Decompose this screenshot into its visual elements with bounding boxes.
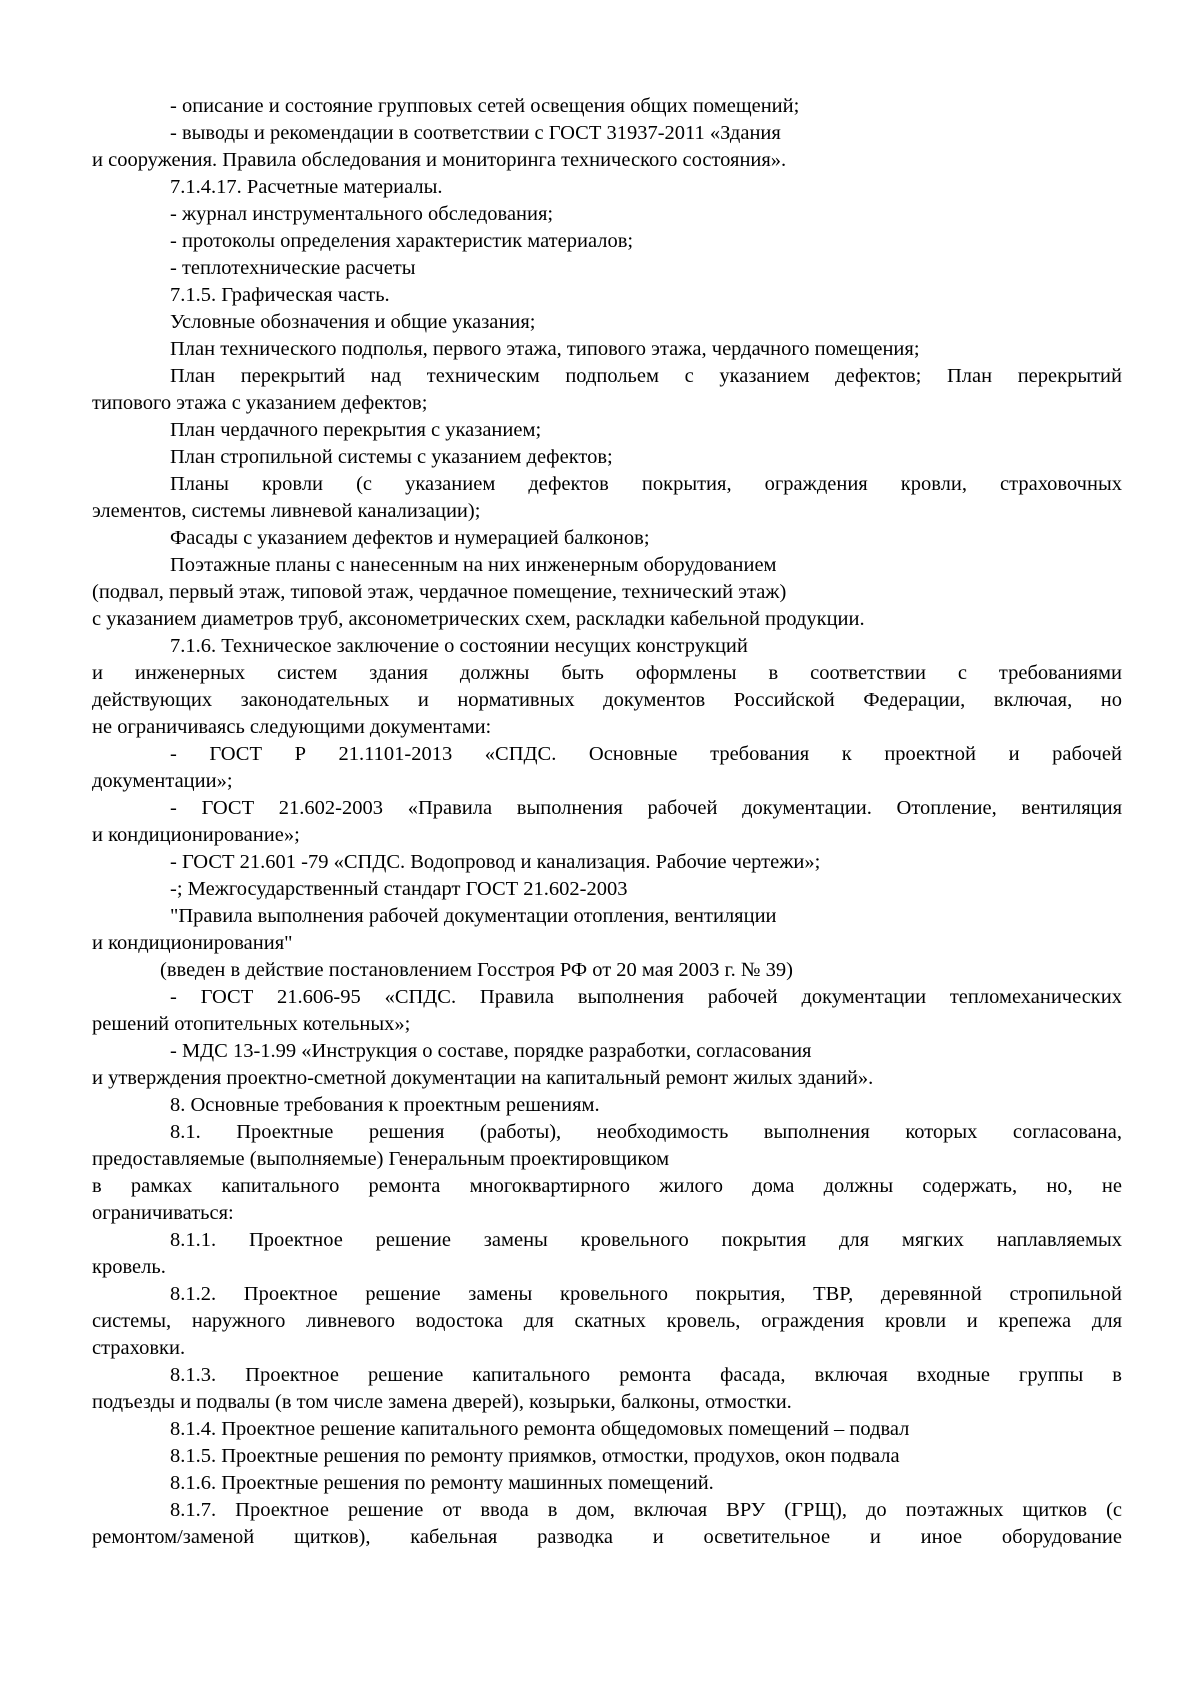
- text-line: - описание и состояние групповых сетей освещения общих помещений;: [170, 95, 800, 117]
- text-line: действующих законодательных и нормативных документов Российской Федерации, включая, но: [92, 689, 1122, 711]
- text-line: - ГОСТ Р 21.1101-2013 «СПДС. Основные требования к проектной и рабочей: [170, 743, 1122, 765]
- text-line: (введен в действие постановлением Госстроя РФ от 20 мая 2003 г. № 39): [160, 959, 793, 981]
- text-line: ремонтом/заменой щитков), кабельная разводка и осветительное и иное оборудование: [92, 1526, 1122, 1548]
- text-line: Условные обозначения и общие указания;: [170, 311, 536, 333]
- text-line: План перекрытий над техническим подпольем с указанием дефектов; План перекрытий: [170, 365, 1122, 387]
- text-line: 8.1.5. Проектные решения по ремонту приямков, отмостки, продухов, окон подвала: [170, 1445, 900, 1467]
- text-line: элементов, системы ливневой канализации);: [92, 500, 481, 522]
- text-line: 8.1.1. Проектное решение замены кровельного покрытия для мягких наплавляемых: [170, 1229, 1122, 1251]
- text-line: - выводы и рекомендации в соответствии с ГОСТ 31937-2011 «Здания: [170, 122, 781, 144]
- text-line: ограничиваться:: [92, 1202, 234, 1224]
- section-heading: 7.1.5. Графическая часть.: [170, 284, 390, 306]
- text-line: предоставляемые (выполняемые) Генеральным проектировщиком: [92, 1148, 670, 1170]
- section-heading: 7.1.6. Техническое заключение о состоянии несущих конструкций: [170, 635, 748, 657]
- text-line: подъезды и подвалы (в том числе замена дверей), козырьки, балконы, отмостки.: [92, 1391, 792, 1413]
- text-line: и инженерных систем здания должны быть оформлены в соответствии с требованиями: [92, 662, 1122, 684]
- text-line: "Правила выполнения рабочей документации отопления, вентиляции: [170, 905, 777, 927]
- text-line: Поэтажные планы с нанесенным на них инженерным оборудованием: [170, 554, 777, 576]
- text-line: Планы кровли (с указанием дефектов покрытия, ограждения кровли, страховочных: [170, 473, 1122, 495]
- text-line: План стропильной системы с указанием дефектов;: [170, 446, 613, 468]
- text-line: и кондиционирования": [92, 932, 293, 954]
- text-line: Фасады с указанием дефектов и нумерацией балконов;: [170, 527, 650, 549]
- text-line: 8.1.3. Проектное решение капитального ремонта фасада, включая входные группы в: [170, 1364, 1122, 1386]
- text-line: (подвал, первый этаж, типовой этаж, чердачное помещение, технический этаж): [92, 581, 787, 603]
- text-line: и сооружения. Правила обследования и мониторинга технического состояния».: [92, 149, 787, 171]
- text-line: 8.1. Проектные решения (работы), необходимость выполнения которых согласована,: [170, 1121, 1122, 1143]
- text-line: 8.1.2. Проектное решение замены кровельного покрытия, ТВР, деревянной стропильной: [170, 1283, 1122, 1305]
- text-line: План чердачного перекрытия с указанием;: [170, 419, 542, 441]
- text-line: - протоколы определения характеристик материалов;: [170, 230, 634, 252]
- text-line: страховки.: [92, 1337, 186, 1359]
- text-line: и кондиционирование»;: [92, 824, 300, 846]
- text-line: и утверждения проектно-сметной документации на капитальный ремонт жилых зданий».: [92, 1067, 874, 1089]
- text-line: системы, наружного ливневого водостока для скатных кровель, ограждения кровли и крепежа для: [92, 1310, 1122, 1332]
- text-line: План технического подполья, первого этажа, типового этажа, чердачного помещения;: [170, 338, 920, 360]
- text-line: в рамках капитального ремонта многоквартирного жилого дома должны содержать, но, не: [92, 1175, 1122, 1197]
- text-line: документации»;: [92, 770, 233, 792]
- text-line: - ГОСТ 21.601 -79 «СПДС. Водопровод и канализация. Рабочие чертежи»;: [170, 851, 821, 873]
- text-line: - ГОСТ 21.606-95 «СПДС. Правила выполнения рабочей документации тепломеханических: [170, 986, 1122, 1008]
- text-line: не ограничиваясь следующими документами:: [92, 716, 492, 738]
- text-line: - МДС 13-1.99 «Инструкция о составе, порядке разработки, согласования: [170, 1040, 812, 1062]
- text-line: 8.1.7. Проектное решение от ввода в дом, включая ВРУ (ГРЩ), до поэтажных щитков (с: [170, 1499, 1122, 1521]
- text-line: 8.1.6. Проектные решения по ремонту машинных помещений.: [170, 1472, 714, 1494]
- text-line: кровель.: [92, 1256, 166, 1278]
- text-line: с указанием диаметров труб, аксонометрических схем, раскладки кабельной продукции.: [92, 608, 865, 630]
- text-line: 8.1.4. Проектное решение капитального ремонта общедомовых помещений – подвал: [170, 1418, 910, 1440]
- text-line: - теплотехнические расчеты: [170, 257, 416, 279]
- text-line: - ГОСТ 21.602-2003 «Правила выполнения рабочей документации. Отопление, вентиляция: [170, 797, 1122, 819]
- text-line: - журнал инструментального обследования;: [170, 203, 554, 225]
- text-line: -; Межгосударственный стандарт ГОСТ 21.602-2003: [170, 878, 628, 900]
- text-line: типового этажа с указанием дефектов;: [92, 392, 428, 414]
- section-heading: 7.1.4.17. Расчетные материалы.: [170, 176, 443, 198]
- section-heading: 8. Основные требования к проектным решениям.: [170, 1094, 600, 1116]
- text-line: решений отопительных котельных»;: [92, 1013, 411, 1035]
